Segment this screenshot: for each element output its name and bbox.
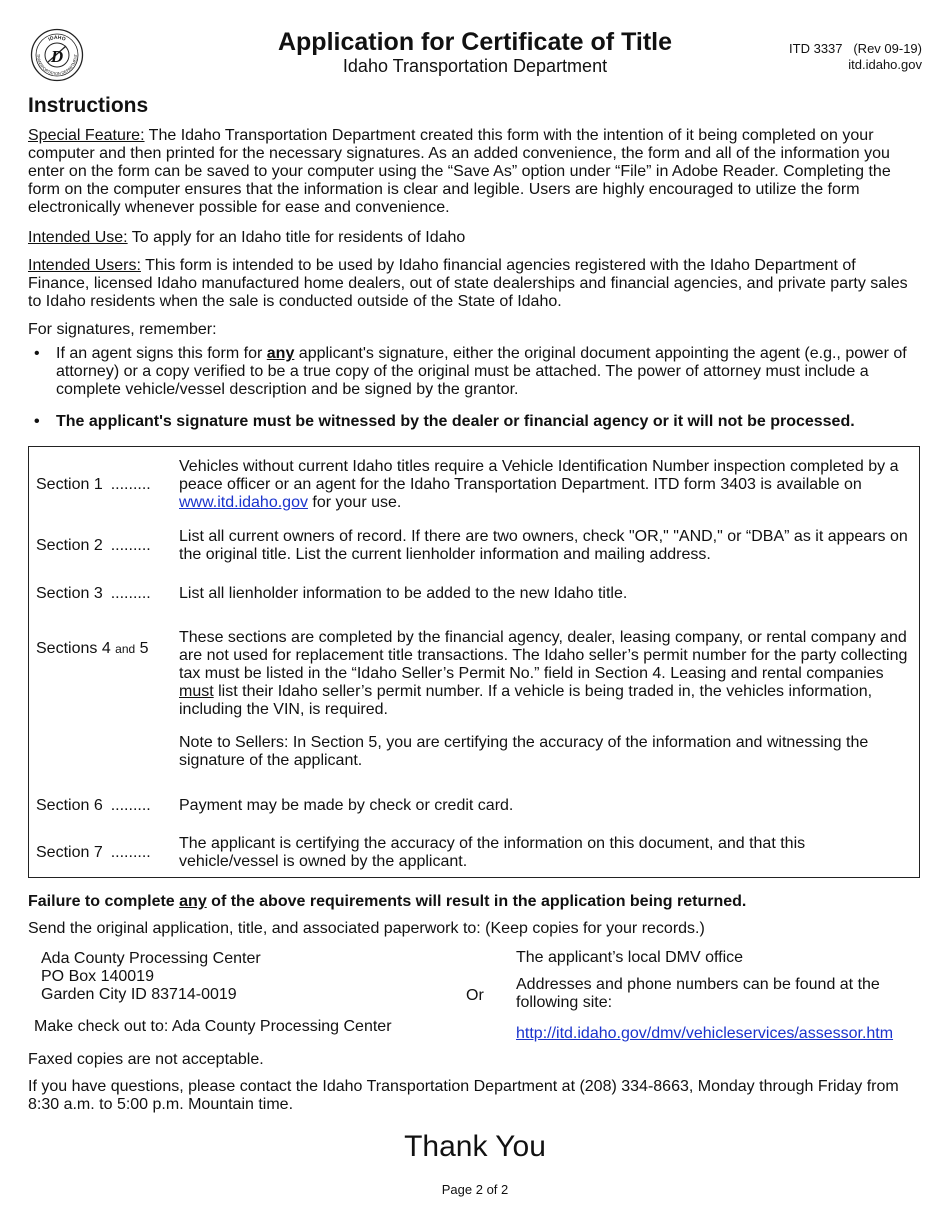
assessor-link[interactable]: http://itd.idaho.gov/dmv/vehicleservices/assessor.htm (516, 1025, 894, 1042)
intended-use-text: To apply for an Idaho title for residents of Idaho (127, 229, 466, 246)
intended-users-text: This form is intended to be used by Idaho financial agencies registered with the Idaho Department of Finance, licensed Idaho manufactured home dealers, out of state dealerships and financial agencies, and private party sales to Idaho residents when the sale is conducted outside of the State of Idaho. (28, 257, 908, 310)
section-2-label-text: Section 2 (36, 537, 103, 554)
bullet1-text-pre: If an agent signs this form for (56, 345, 267, 362)
section-6-dots: ......... (110, 797, 151, 814)
intended-users-paragraph (28, 257, 918, 311)
section-1-label-text: Section 1 (36, 476, 103, 493)
form-title: Application for Certificate of Title (277, 28, 673, 56)
failure-warning (28, 893, 746, 911)
section-3-label (36, 585, 151, 603)
itd-website-link[interactable]: www.itd.idaho.gov (179, 494, 308, 511)
form-number: ITD 3337 (Rev 09-19) (789, 41, 922, 56)
failure-warning-post: of the above requirements will result in the application being returned. (206, 893, 747, 910)
check-payee: Make check out to: Ada County Processing Center (34, 1018, 392, 1035)
section-7-label-text: Section 7 (36, 844, 103, 861)
signature-rules-list (28, 345, 918, 431)
section-3-dots: ......... (110, 585, 151, 602)
intended-use-label: Intended Use: (28, 229, 128, 246)
bullet1-text-post: applicant's signature, either the original document appointing the agent (e.g., power of attorney) or a copy verified to be a true copy of the original must be attached. The power of attorney must include a complete vehicle/vessel description and be signed by the grantor. (56, 345, 907, 398)
note-to-sellers: Note to Sellers: In Section 5, you are certifying the accuracy of the information and witnessing the signature of the applicant. (179, 734, 869, 769)
local-dmv-option: The applicant’s local DMV office (516, 949, 744, 966)
header-website: itd.idaho.gov (848, 57, 922, 72)
page-number: Page 2 of 2 (441, 1182, 509, 1197)
section-6-text: Payment may be made by check or credit card. (179, 797, 514, 814)
failure-warning-pre: Failure to complete (28, 893, 180, 910)
sections-4-5-label-b: 5 (139, 640, 149, 657)
section-1-text (179, 458, 909, 512)
sections-4-5-text-post: list their Idaho seller’s permit number. If a vehicle is being traded in, the vehicles information, including the VIN, is required. (179, 683, 873, 718)
sections-4-5-label-a: Sections 4 (36, 640, 111, 657)
sections-4-5-label (36, 640, 149, 658)
list-item (28, 345, 918, 399)
sections-instructions-box (28, 446, 920, 878)
seal-top-text: IDAHO (47, 34, 67, 43)
section-6-label (36, 797, 151, 815)
intended-use-paragraph (28, 229, 918, 247)
section-2-dots: ......... (110, 537, 151, 554)
seal-bottom-text: TRANSPORTATION DEPARTMENT (35, 53, 79, 77)
special-feature-paragraph (28, 127, 918, 217)
section-2-label (36, 537, 151, 555)
section-7-text: The applicant is certifying the accuracy of the information on this document, and that this vehicle/vessel is owned by the applicant. (179, 835, 806, 870)
mailing-address (41, 950, 261, 1004)
dmv-description: Addresses and phone numbers can be found at the following site: (516, 976, 880, 1011)
section-1-text-pre: Vehicles without current Idaho titles require a Vehicle Identification Number inspection completed by a peace officer or an agent for the Idaho Transportation Department. ITD form 3403 is available on (179, 458, 899, 493)
faxed-copies-note: Faxed copies are not acceptable. (28, 1051, 264, 1068)
seal-letter: D (50, 47, 64, 66)
department-name: Idaho Transportation Department (342, 56, 608, 76)
special-feature-text: The Idaho Transportation Department created this form with the intention of it being completed on your computer and then printed for the necessary signatures. As an added convenience, the form and all of the information you enter on the form can be saved to your computer using the “Save As” option under “File” in Adobe Reader. Completing the form on the computer ensures that the information is clear and legible. Users are highly encouraged to utilize the form electronically whenever possible for ease and convenience. (28, 127, 891, 216)
special-feature-label: Special Feature: (28, 127, 145, 144)
thank-you: Thank You (404, 1130, 546, 1163)
section-3-label-text: Section 3 (36, 585, 103, 602)
section-2-text: List all current owners of record. If there are two owners, check "OR," "AND," or “DBA” as it appears on the original title. List the current lienholder information and mailing address. (179, 528, 908, 563)
form-identifier (789, 41, 922, 73)
section-1-text-post: for your use. (307, 494, 402, 511)
or-separator: Or (466, 987, 484, 1004)
failure-warning-emphasis: any (179, 893, 207, 910)
section-1-label (36, 476, 151, 494)
address-line-2: PO Box 140019 (41, 968, 154, 985)
signatures-intro: For signatures, remember: (28, 321, 217, 338)
intended-users-label: Intended Users: (28, 257, 141, 274)
section-3-text: List all lienholder information to be added to the new Idaho title. (179, 585, 628, 602)
section-6-label-text: Section 6 (36, 797, 103, 814)
bullet1-emphasis: any (266, 345, 295, 362)
sections-4-5-and: and (115, 642, 136, 656)
section-7-dots: ......... (110, 844, 151, 861)
sections-4-5-text-pre: These sections are completed by the financial agency, dealer, leasing company, or rental company and are not used for replacement title transactions. The Idaho seller’s permit number for the party collecting tax must be listed in the “Idaho Seller’s Permit No.” field in Section 4. Leasing and rental companies (179, 629, 908, 682)
contact-info: If you have questions, please contact the Idaho Transportation Department at (208) 334-8663, Monday through Friday from 8:30 a.m. to 5:00 p.m. Mountain time. (28, 1078, 899, 1113)
section-1-dots: ......... (110, 476, 151, 493)
address-line-3: Garden City ID 83714-0019 (41, 986, 237, 1003)
instructions-heading: Instructions (28, 94, 149, 117)
address-line-1: Ada County Processing Center (41, 950, 261, 967)
section-7-label (36, 844, 151, 862)
send-instructions: Send the original application, title, and associated paperwork to: (Keep copies for your records.) (28, 920, 705, 937)
sections-4-5-text (179, 629, 909, 719)
sections-4-5-emphasis: must (179, 683, 214, 700)
list-item: • The applicant's signature must be witnessed by the dealer or financial agency or it will not be processed. (28, 413, 918, 431)
